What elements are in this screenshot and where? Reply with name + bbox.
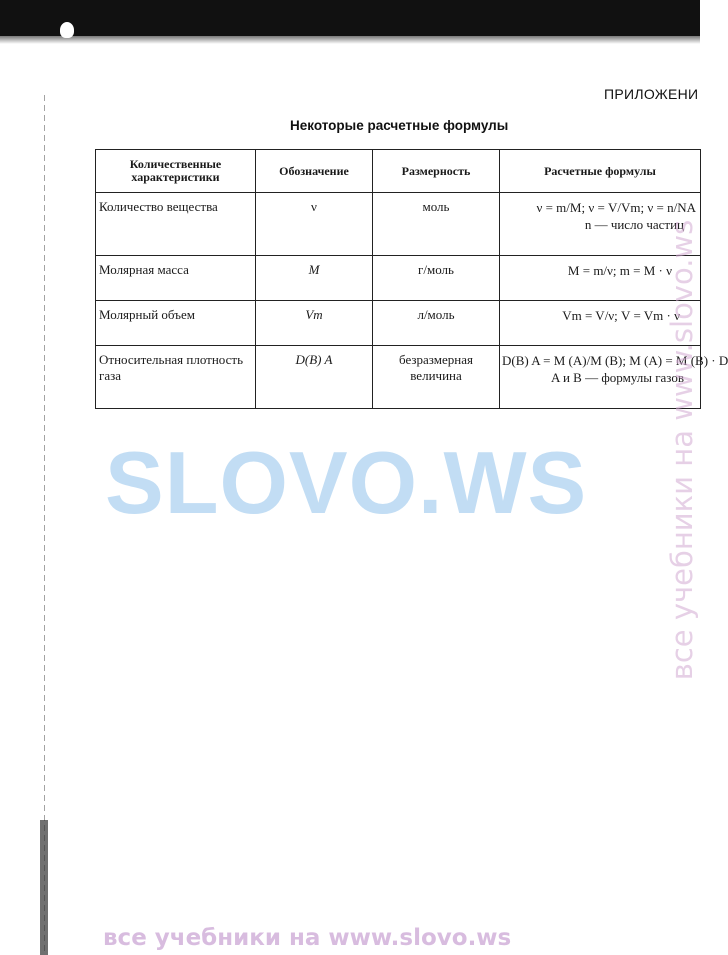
- binding-edge-smudge: [40, 820, 48, 955]
- row-symbol: Vm: [256, 301, 373, 346]
- header-unit: Размерность: [373, 150, 500, 193]
- row-formula: Vm = V/ν; V = Vm · ν: [562, 308, 680, 323]
- row-unit: моль: [373, 193, 500, 256]
- watermark-bottom: все учебники на www.slovo.ws: [103, 925, 512, 951]
- row-name: Молярный объем: [96, 301, 256, 346]
- row-symbol: D(B) A: [256, 346, 373, 409]
- row-symbol: ν: [256, 193, 373, 256]
- row-name: Количество вещества: [96, 193, 256, 256]
- row-formula: ν = m/M; ν = V/Vm; ν = n/NA: [536, 200, 696, 215]
- row-unit: г/моль: [373, 256, 500, 301]
- header-formulas: Расчетные формулы: [500, 150, 701, 193]
- header-characteristics: Количественные характеристики: [96, 150, 256, 193]
- row-formula: M = m/ν; m = M · ν: [567, 263, 672, 278]
- row-unit: безразмерная величина: [373, 346, 500, 409]
- header-symbol: Обозначение: [256, 150, 373, 193]
- table-row: [96, 346, 701, 409]
- row-formula: D(B) A = M (A)/M (B); M (A) = M (B) · D: [502, 353, 728, 368]
- row-name: Относительная плотность газа: [96, 346, 256, 409]
- row-formula-note: n — число частиц: [584, 217, 684, 232]
- running-head: ПРИЛОЖЕНИ: [604, 86, 699, 102]
- row-formula-cell: [500, 301, 701, 346]
- table-row: [96, 256, 701, 301]
- row-unit: л/моль: [373, 301, 500, 346]
- row-formula-cell: [500, 256, 701, 301]
- row-formula-cell: [500, 346, 728, 409]
- watermark-center: SLOVO.WS: [105, 433, 588, 532]
- page-title: Некоторые расчетные формулы: [290, 118, 509, 133]
- page-corner-notch: [60, 22, 74, 38]
- table-row: [96, 193, 701, 256]
- row-formula-note: A и B — формулы газов: [551, 370, 684, 385]
- scan-top-shadow-edge: [0, 30, 700, 44]
- row-symbol: M: [256, 256, 373, 301]
- table-row: [96, 301, 701, 346]
- watermark-vertical-text: все учебники на www.slovo.ws: [665, 219, 699, 681]
- row-name: Молярная масса: [96, 256, 256, 301]
- table-header-row: [96, 150, 701, 193]
- formulas-table: [95, 149, 728, 409]
- row-formula-cell: [500, 193, 701, 256]
